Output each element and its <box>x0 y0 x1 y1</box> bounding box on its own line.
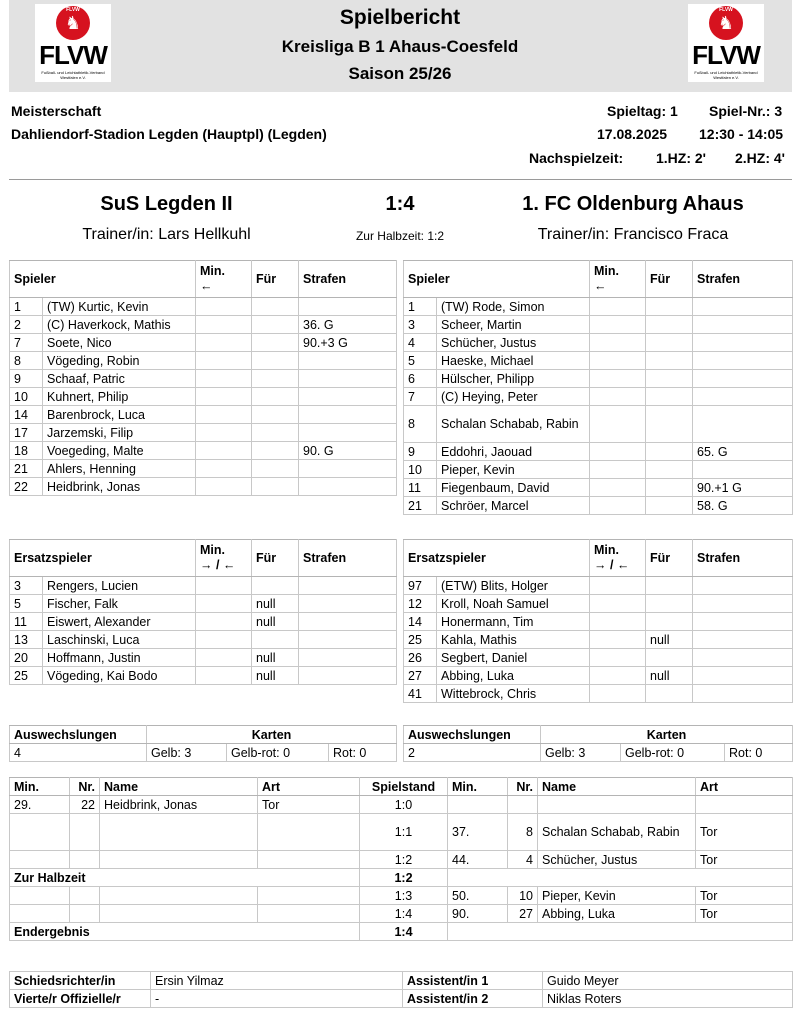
league-name: Kreisliga B 1 Ahaus-Coesfeld <box>281 37 519 56</box>
col-for: Für <box>646 540 693 577</box>
table-row: 26 Segbert, Daniel <box>404 649 793 667</box>
table-row: 11 Fiegenbaum, David 90.+1 G <box>404 479 793 497</box>
halftime-score: Zur Halbzeit: 1:2 <box>355 229 445 243</box>
table-row: 14 Honermann, Tim <box>404 613 793 631</box>
table-row: 2 Gelb: 3 Gelb-rot: 0 Rot: 0 <box>404 744 793 762</box>
table-row: 11 Eiswert, Alexander null <box>10 613 397 631</box>
table-row: 3 Scheer, Martin <box>404 316 793 334</box>
away-summary-table: Auswechslungen Karten 2 Gelb: 3 Gelb-rot: 0 Rot: 0 <box>403 725 793 762</box>
halftime-row: Zur Halbzeit 1:2 <box>10 869 793 887</box>
table-row: 21 Ahlers, Henning <box>10 460 397 478</box>
table-row: 27 Abbing, Luka null <box>404 667 793 685</box>
table-row: 7 (C) Heying, Peter <box>404 388 793 406</box>
event-row: 29. 22 Heidbrink, Jonas Tor 1:0 <box>10 796 793 814</box>
col-penalties: Strafen <box>693 540 793 577</box>
col-min: Min. ← <box>196 261 252 298</box>
venue: Dahliendorf-Stadion Legden (Hauptpl) (Legden) <box>11 126 327 142</box>
table-row: 7 Soete, Nico 90.+3 G <box>10 334 397 352</box>
events-table: Min. Nr. Name Art Spielstand Min. Nr. Name Art 29. 22 Heidbrink, Jonas Tor 1:0 1:1 37. 8 Schalan Schabab, Rabin Tor 1:2 44. 4 Schücher, Justus Tor Zur Halbzeit 1:2 1:3 50. 10 Pieper, Kevin Tor 1:4 90. 27 Abbing, Luka Tor Endergebnis 1:4 <box>9 777 793 941</box>
table-row: 2 (C) Haverkock, Mathis 36. G <box>10 316 397 334</box>
table-row: 22 Heidbrink, Jonas <box>10 478 397 496</box>
col-penalties: Strafen <box>299 261 397 298</box>
table-row: Schiedsrichter/in Ersin Yilmaz Assistent/in 1 Guido Meyer <box>10 972 793 990</box>
table-row: 97 (ETW) Blits, Holger <box>404 577 793 595</box>
table-row: 18 Voegeding, Malte 90. G <box>10 442 397 460</box>
col-player: Spieler <box>10 261 196 298</box>
match-time: 12:30 - 14:05 <box>699 126 784 142</box>
col-penalties: Strafen <box>299 540 397 577</box>
matchday: Spieltag: 1 <box>607 103 678 119</box>
table-row: 1 (TW) Rode, Simon <box>404 298 793 316</box>
col-subs: Ersatzspieler <box>404 540 590 577</box>
col-for: Für <box>646 261 693 298</box>
table-row: 9 Schaaf, Patric <box>10 370 397 388</box>
away-subs-table <box>403 539 793 703</box>
table-row: 5 Haeske, Michael <box>404 352 793 370</box>
table-row: 41 Wittebrock, Chris <box>404 685 793 703</box>
table-row: 21 Schröer, Marcel 58. G <box>404 497 793 515</box>
horse-icon: FLVW ♞ <box>709 6 743 40</box>
table-row: 9 Eddohri, Jaouad 65. G <box>404 443 793 461</box>
table-row: Vierte/r Offizielle/r - Assistent/in 2 Niklas Roters <box>10 990 793 1008</box>
home-team: SuS Legden II <box>100 193 233 215</box>
table-row: 12 Kroll, Noah Samuel <box>404 595 793 613</box>
event-row: 1:3 50. 10 Pieper, Kevin Tor <box>10 887 793 905</box>
home-lineup-table <box>9 260 397 496</box>
table-row: 25 Vögeding, Kai Bodo null <box>10 667 397 685</box>
home-coach: Trainer/in: Lars Hellkuhl <box>82 226 251 243</box>
table-row: 6 Hülscher, Philipp <box>404 370 793 388</box>
col-for: Für <box>252 540 299 577</box>
table-row: 4 Gelb: 3 Gelb-rot: 0 Rot: 0 <box>10 744 397 762</box>
table-row: 10 Pieper, Kevin <box>404 461 793 479</box>
away-team: 1. FC Oldenburg Ahaus <box>522 193 744 215</box>
final-row: Endergebnis 1:4 <box>10 923 793 941</box>
away-lineup-table <box>403 260 793 515</box>
report-title: Spielbericht <box>339 6 461 29</box>
divider <box>9 179 792 180</box>
col-subs: Ersatzspieler <box>10 540 196 577</box>
event-row: 1:4 90. 27 Abbing, Luka Tor <box>10 905 793 923</box>
final-score: 1:4 <box>385 193 415 215</box>
table-row: 14 Barenbrock, Luca <box>10 406 397 424</box>
extra-time-h2: 2.HZ: 4' <box>735 150 786 166</box>
table-row: 5 Fischer, Falk null <box>10 595 397 613</box>
officials-table <box>9 971 793 1008</box>
match-number: Spiel-Nr.: 3 <box>709 103 783 119</box>
table-row: 8 Vögeding, Robin <box>10 352 397 370</box>
table-row: 20 Hoffmann, Justin null <box>10 649 397 667</box>
home-subs-table <box>9 539 397 685</box>
event-row: 1:1 37. 8 Schalan Schabab, Rabin Tor <box>10 814 793 851</box>
table-row: 8 Schalan Schabab, Rabin <box>404 406 793 443</box>
col-penalties: Strafen <box>693 261 793 298</box>
table-row: 13 Laschinski, Luca <box>10 631 397 649</box>
col-for: Für <box>252 261 299 298</box>
extra-time-label: Nachspielzeit: <box>529 150 624 166</box>
flvw-logo-left: FLVW ♞ FLVW Fußball- und Leichtathletik-Verband Westfalen e.V. <box>35 4 111 82</box>
col-min: Min. → / ← <box>196 540 252 577</box>
season: Saison 25/26 <box>348 64 452 83</box>
table-row: 3 Rengers, Lucien <box>10 577 397 595</box>
event-row: 1:2 44. 4 Schücher, Justus Tor <box>10 851 793 869</box>
table-row: 17 Jarzemski, Filip <box>10 424 397 442</box>
competition: Meisterschaft <box>11 103 102 119</box>
extra-time-h1: 1.HZ: 2' <box>656 150 707 166</box>
col-min: Min. → / ← <box>590 540 646 577</box>
flvw-logo-right: FLVW ♞ FLVW Fußball- und Leichtathletik-Verband Westfalen e.V. <box>688 4 764 82</box>
table-row: 25 Kahla, Mathis null <box>404 631 793 649</box>
away-coach: Trainer/in: Francisco Fraca <box>537 226 729 243</box>
col-player: Spieler <box>404 261 590 298</box>
home-summary-table: Auswechslungen Karten 4 Gelb: 3 Gelb-rot: 0 Rot: 0 <box>9 725 397 762</box>
table-row: 10 Kuhnert, Philip <box>10 388 397 406</box>
table-row: 1 (TW) Kurtic, Kevin <box>10 298 397 316</box>
col-min: Min. ← <box>590 261 646 298</box>
table-row: 4 Schücher, Justus <box>404 334 793 352</box>
horse-icon: FLVW ♞ <box>56 6 90 40</box>
match-date: 17.08.2025 <box>597 126 668 142</box>
